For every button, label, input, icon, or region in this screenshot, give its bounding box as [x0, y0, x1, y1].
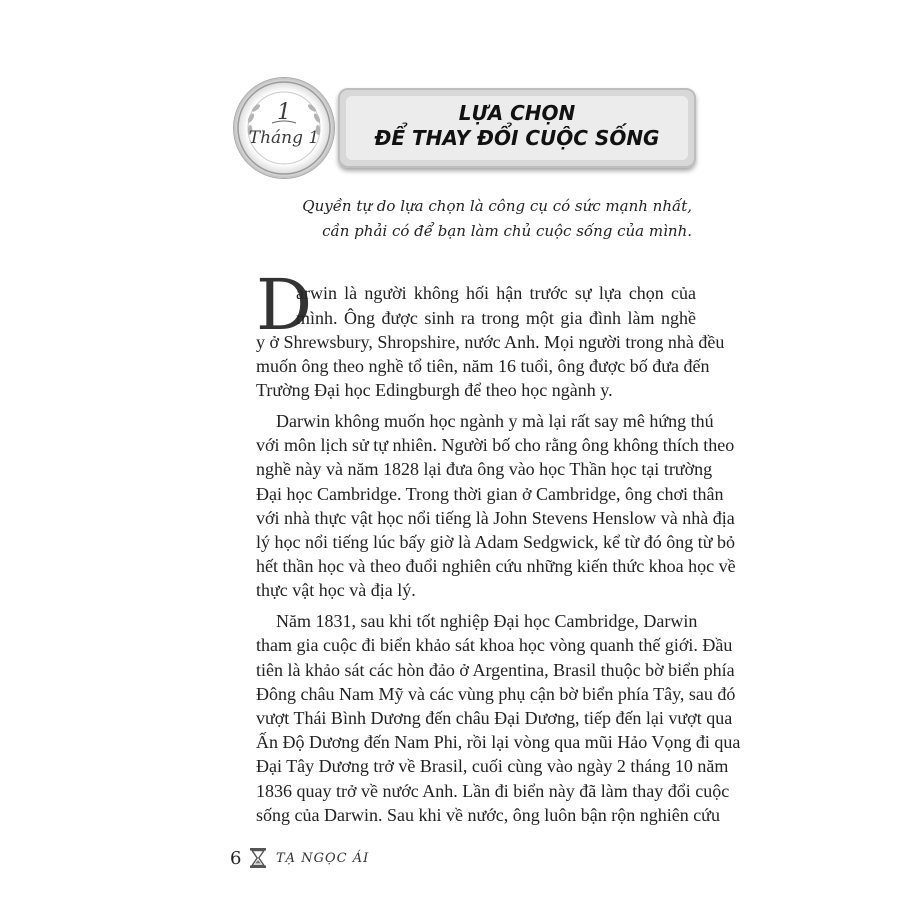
text-line: tham gia cuộc đi biển khảo sát khoa học vòng quanh thế giới. Đầu	[256, 635, 733, 655]
text-line: với nhà thực vật học nổi tiếng là John Stevens Henslow và nhà địa	[256, 508, 735, 528]
date-badge	[234, 78, 334, 178]
text-line: Đông châu Nam Mỹ và các vùng phụ cận bờ biển phía Tây, sau đó	[256, 684, 736, 704]
page-number: 6	[230, 848, 242, 869]
text-line: Đại học Cambridge. Trong thời gian ở Cambridge, ông chơi thân	[256, 484, 724, 504]
text-line: y ở Shrewsbury, Shropshire, nước Anh. Mọi người trong nhà đều	[256, 332, 725, 352]
badge-day: 1	[277, 100, 291, 125]
text-line: thực vật học và địa lý.	[256, 580, 416, 600]
text-line: Darwin không muốn học ngành y mà lại rất say mê hứng thú	[276, 411, 714, 431]
text-line: Trường Đại học Edingburgh để theo học ngành y.	[256, 380, 613, 400]
badge-month: Tháng 1	[248, 128, 320, 148]
chapter-title-box	[338, 88, 696, 168]
hourglass-icon	[247, 847, 269, 869]
drop-cap: D	[256, 264, 313, 346]
text-line: lý học nổi tiếng lúc bấy giờ là Adam Sedgwick, kể từ đó ông từ bỏ	[256, 532, 735, 552]
text-line: nghề này và năm 1828 lại đưa ông vào học Thần học tại trường	[256, 459, 713, 479]
chapter-title-line-1: LỰA CHỌN	[458, 101, 576, 125]
text-line: Đại Tây Dương trở về Brasil, cuối cùng vào ngày 2 tháng 10 năm	[256, 756, 729, 776]
text-line: hết thần học và theo đuổi nghiên cứu những kiến thức khoa học về	[256, 556, 736, 576]
text-line: với môn lịch sử tự nhiên. Người bố cho rằng ông không thích theo	[256, 435, 735, 455]
text-line: tiên là khảo sát các hòn đảo ở Argentina, Brasil thuộc bờ biển phía	[256, 660, 735, 680]
text-line: muốn ông theo nghề tổ tiên, năm 16 tuổi, ông được bố đưa đến	[256, 356, 710, 376]
chapter-title-line-2: ĐỂ THAY ĐỔI CUỘC SỐNG	[374, 126, 660, 150]
text-line: 1836 quay trở về nước Anh. Lần đi biển này đã làm thay đổi cuộc	[256, 781, 730, 801]
footer-author: TẠ NGỌC ÁI	[276, 851, 370, 866]
text-line: arwin là người không hối hận trước sự lựa chọn của	[296, 283, 696, 303]
text-line: mình. Ông được sinh ra trong một gia đình làm nghề	[296, 308, 696, 328]
epigraph-line-2: cần phải có để bạn làm chủ cuộc sống của mình.	[322, 222, 692, 240]
text-line: vượt Thái Bình Dương đến châu Đại Dương, tiếp đến lại vượt qua	[256, 708, 733, 728]
text-line: Ấn Độ Dương đến Nam Phi, rồi lại vòng qua mũi Hảo Vọng đi qua	[256, 732, 741, 752]
text-line: sống của Darwin. Sau khi về nước, ông luôn bận rộn nghiên cứu	[256, 805, 720, 825]
text-line: Năm 1831, sau khi tốt nghiệp Đại học Cambridge, Darwin	[276, 611, 698, 631]
epigraph-line-1: Quyền tự do lựa chọn là công cụ có sức mạnh nhất,	[302, 197, 692, 215]
